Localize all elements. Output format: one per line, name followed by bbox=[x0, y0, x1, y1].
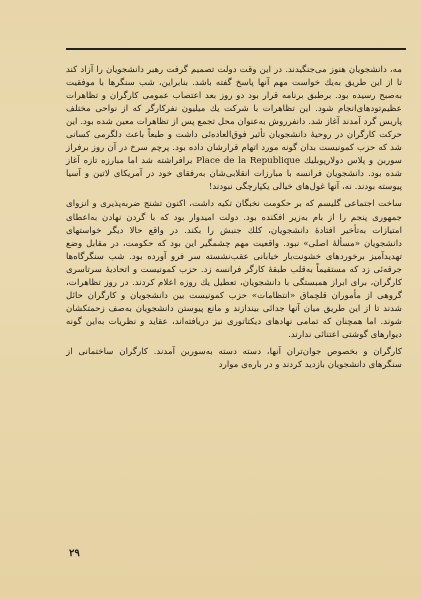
body-text bbox=[66, 64, 402, 376]
page-number: ۲۹ bbox=[69, 548, 80, 559]
header-rule bbox=[66, 48, 406, 50]
paragraph: کارگران و بخصوص جوان‌تران آنها، دسته دسته به‌سوربن آمدند. کارگران ساختمانی از سنگرهای دانشجویان بازدید کردند و در باره‌ی موارد bbox=[66, 346, 402, 371]
paragraph: مه، دانشجویان هنوز می‌جنگیدند. در این وقت دولت تصمیم گرفت رهبر دانشجویان را آزاد کند تا از این طریق به‌یك خواست مهم آنها پاسخ گفته باشد. بنابراین، شب سنگرها با موفقیت به‌صبح رسیده بود. برطبق برنامه قرار بود دو روز بعد اعتصاب عمومی کارگران و تظاهرات عظیم‌تودهای‌انجام شود. این تظاهرات با شرکت یك میلیون نفرکارگر که از نواحی مختلف پاریس گرد آمدند آغاز شد. دانفرروش به‌عنوان محل تجمع پس از تظاهرات معین شده بود. این حرکت کارگران در روحیهٔ دانشجویان تأثیر فوق‌العاده‌ئی داشت و طبعاً باعث دلگرمی کسانی شد که حزب کمونیست بدان گونه مورد اتهام قرارشان داده بود. پرچم سرخ در آن روز برفراز سوربن و پلاس دولارپوبلیك Place de la Republique برافراشته شد اما مبارزه تازه آغاز شده بود. دانشجویان فرانسه با مبارزات انقلابی‌شان به‌رفقای خود در آمریکای لاتین و آسیا پیوسته بودند. نه، آنها غول‌های خیالی یکپارچگی نبودند! bbox=[66, 65, 402, 193]
paragraph: ساخت اجتماعی گلیسم که بر حکومت نخبگان تکیه داشت، اکنون تشنج ضربه‌پذیری و انزوای جمهوری پنجم را از بام به‌زیر افکنده بود. دولت امیدوار بود که با گردن نهادن به‌اعطای امتیازات به‌تأخیر افتادهٔ دانشجویان، کلك جنبش را بکند. در واقع حالا دیگر خواستهای دانشجویان «مسألهٔ اصلی» نبود. واقعیت مهم چشمگیر این بود که حکومت، در مقابل وضع تهدیدآمیز برخوردهای خشونت‌بار خیابانی عقب‌نشسته سر فرو آورده بود. شب سنگرگاه‌ها جرقه‌ئی زد که مستقیماً به‌قلب طبقهٔ کارگر فرانسه زد. حزب کمونیست و اتحادیهٔ سرتاسری کارگران، برای ابراز همبستگی با دانشجویان، تعطیل یك روزه اعلام کردند. در روز تظاهرات، گروهی از مأموران قلچماق «انتظامات» حزب کمونیست بین دانشجویان و کارگران حائل شدند تا از این طریق میان آنها جدائی بیندازند و مانع پیوستن دانشجویان به‌صف زحمتکشان شوند. اما همچنان که تمامی نهادهای دیکتاتوری نیز دریافته‌اند، عقاید و نظریات به‌این گونه دیوارهای گوشتی اعتنائی ندارند. bbox=[66, 199, 402, 340]
